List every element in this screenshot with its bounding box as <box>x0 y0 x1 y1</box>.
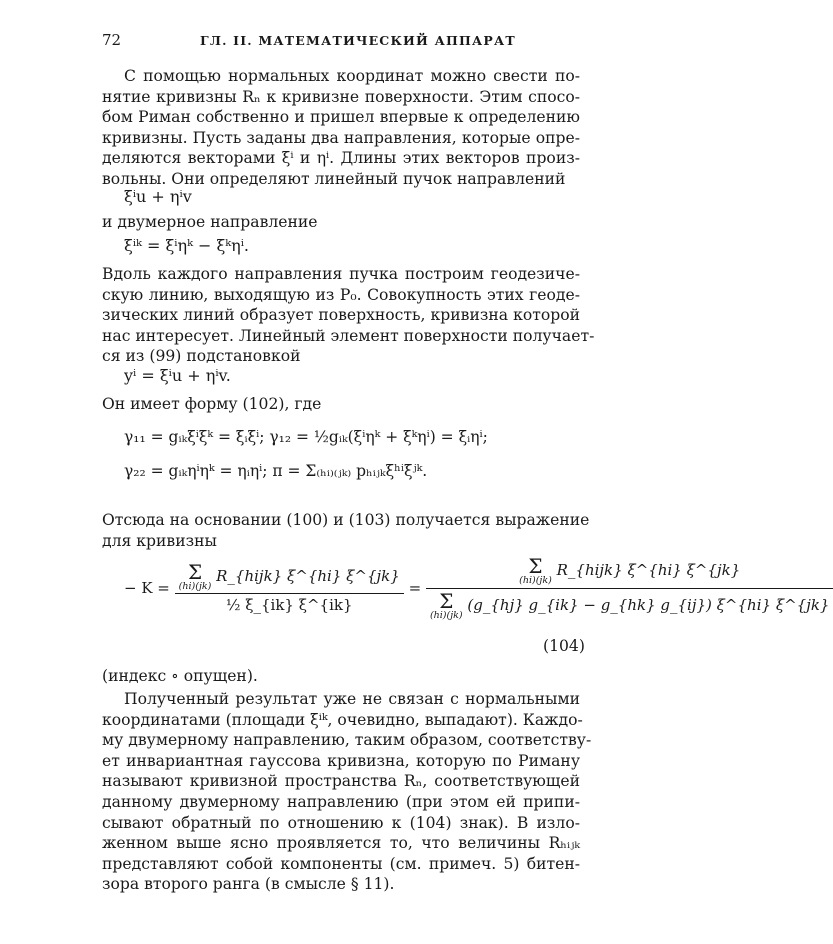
equation-gamma-2: γ₂₂ = gᵢₖηⁱηᵏ = ηᵢηⁱ; π = Σ₍ₕᵢ₎₍ⱼₖ₎ pₕᵢⱼₖξʰⁱξʲᵏ. <box>124 462 428 480</box>
equation-curvature: − K = Σ (hi)(jk) R_{hijk} ξ^{hi} ξ^{jk} ½ ξ_{ik} ξ^{ik} = Σ (hi)(jk) R_{hijk} ξ^{hi} ξ^{jk} Σ (hi)(jk) (g_{hj} g_{ik} − g_{hk} g_{ij}) ξ^{hi} ξ^{jk} <box>124 556 833 620</box>
page-header <box>102 31 580 53</box>
fraction-right <box>426 556 833 620</box>
text-line: данному двумерному направлению (при этом ей припи- <box>102 792 580 811</box>
equation-number: (104) <box>543 637 585 655</box>
paragraph-index <box>102 666 580 687</box>
equation-substitution: yⁱ = ξⁱu + ηⁱv. <box>124 366 231 385</box>
text-line: Отсюда на основании (100) и (103) получается выражение <box>102 511 590 529</box>
text-line: вольны. Они определяют линейный пучок направлений <box>102 169 566 188</box>
text-line: представляют собой компоненты (см. примеч. 5) битен- <box>102 854 580 873</box>
equation-gamma-1: γ₁₁ = gᵢₖξⁱξᵏ = ξᵢξⁱ; γ₁₂ = ½gᵢₖ(ξⁱηᵏ + ξᵏηⁱ) = ξᵢηⁱ; <box>124 428 488 446</box>
numerator-right: R_{hijk} ξ^{hi} ξ^{jk} <box>556 560 741 579</box>
text-line: Полученный результат уже не связан с нормальными <box>124 690 580 708</box>
paragraph-4 <box>102 689 592 895</box>
text-line: женном выше ясно проявляется то, что величины Rₕᵢⱼₖ <box>102 834 580 853</box>
text-line: и двумерное направление <box>102 213 318 231</box>
paragraph-1 <box>102 66 580 190</box>
numerator-left: R_{hijk} ξ^{hi} ξ^{jk} <box>216 566 400 585</box>
curvature-lhs: − K = <box>124 579 170 597</box>
text-line: (индекс ∘ опущен). <box>102 667 258 685</box>
running-head: ГЛ. II. МАТЕМАТИЧЕСКИЙ АППАРАТ <box>200 33 516 48</box>
text-line: нас интересует. Линейный элемент поверхности получает- <box>102 326 595 345</box>
sum-symbol: Σ (hi)(jk) <box>519 554 552 586</box>
denominator-right: (g_{hj} g_{ik} − g_{hk} g_{ij}) ξ^{hi} ξ^{jk} <box>467 595 830 614</box>
text-line: ся из (99) подстановкой <box>102 347 301 366</box>
page-number: 72 <box>102 31 122 49</box>
text-line: зора второго ранга (в смысле § 11). <box>102 875 395 894</box>
equation-bivector: ξⁱᵏ = ξⁱηᵏ − ξᵏηⁱ. <box>124 236 250 255</box>
text-line: Вдоль каждого направления пучка построим геодезиче- <box>102 265 580 283</box>
paragraph-2 <box>102 264 595 367</box>
paragraph-3 <box>102 510 590 551</box>
text-line: С помощью нормальных координат можно свести по- <box>124 67 580 85</box>
paragraph-form <box>102 394 580 415</box>
denominator-left: ½ ξ_{ik} ξ^{ik} <box>225 596 353 615</box>
text-line: деляются векторами ξⁱ и ηⁱ. Длины этих векторов произ- <box>102 149 580 168</box>
sum-symbol: Σ (hi)(jk) <box>178 559 212 592</box>
sum-symbol: Σ (hi)(jk) <box>429 588 463 621</box>
text-line: для кривизны <box>102 531 217 550</box>
text-line: сывают обратный по отношению к (104) знак). В изло- <box>102 813 580 832</box>
text-line: скую линию, выходящую из P₀. Совокупность этих геоде- <box>102 285 580 304</box>
text-line: координатами (площади ξⁱᵏ, очевидно, выпадают). Каждо- <box>102 710 583 729</box>
text-line: му двумерному направлению, таким образом, соответству- <box>102 731 592 750</box>
text-line: Он имеет форму (102), где <box>102 395 322 413</box>
paragraph-2d <box>102 212 580 233</box>
text-line: называют кривизной пространства Rₙ, соответствующей <box>102 772 580 791</box>
text-line: ет инвариантная гауссова кривизна, которую по Риману <box>102 751 580 770</box>
text-line: кривизны. Пусть заданы два направления, которые опре- <box>102 128 580 147</box>
text-line: зических линий образует поверхность, кривизна которой <box>102 306 580 325</box>
text-line: нятие кривизны Rₙ к кривизне поверхности. Этим спосо- <box>102 87 580 106</box>
equation-pencil: ξⁱu + ηⁱv <box>124 187 192 206</box>
fraction-left <box>175 559 404 615</box>
text-line: бом Риман собственно и пришел впервые к определению <box>102 108 580 127</box>
